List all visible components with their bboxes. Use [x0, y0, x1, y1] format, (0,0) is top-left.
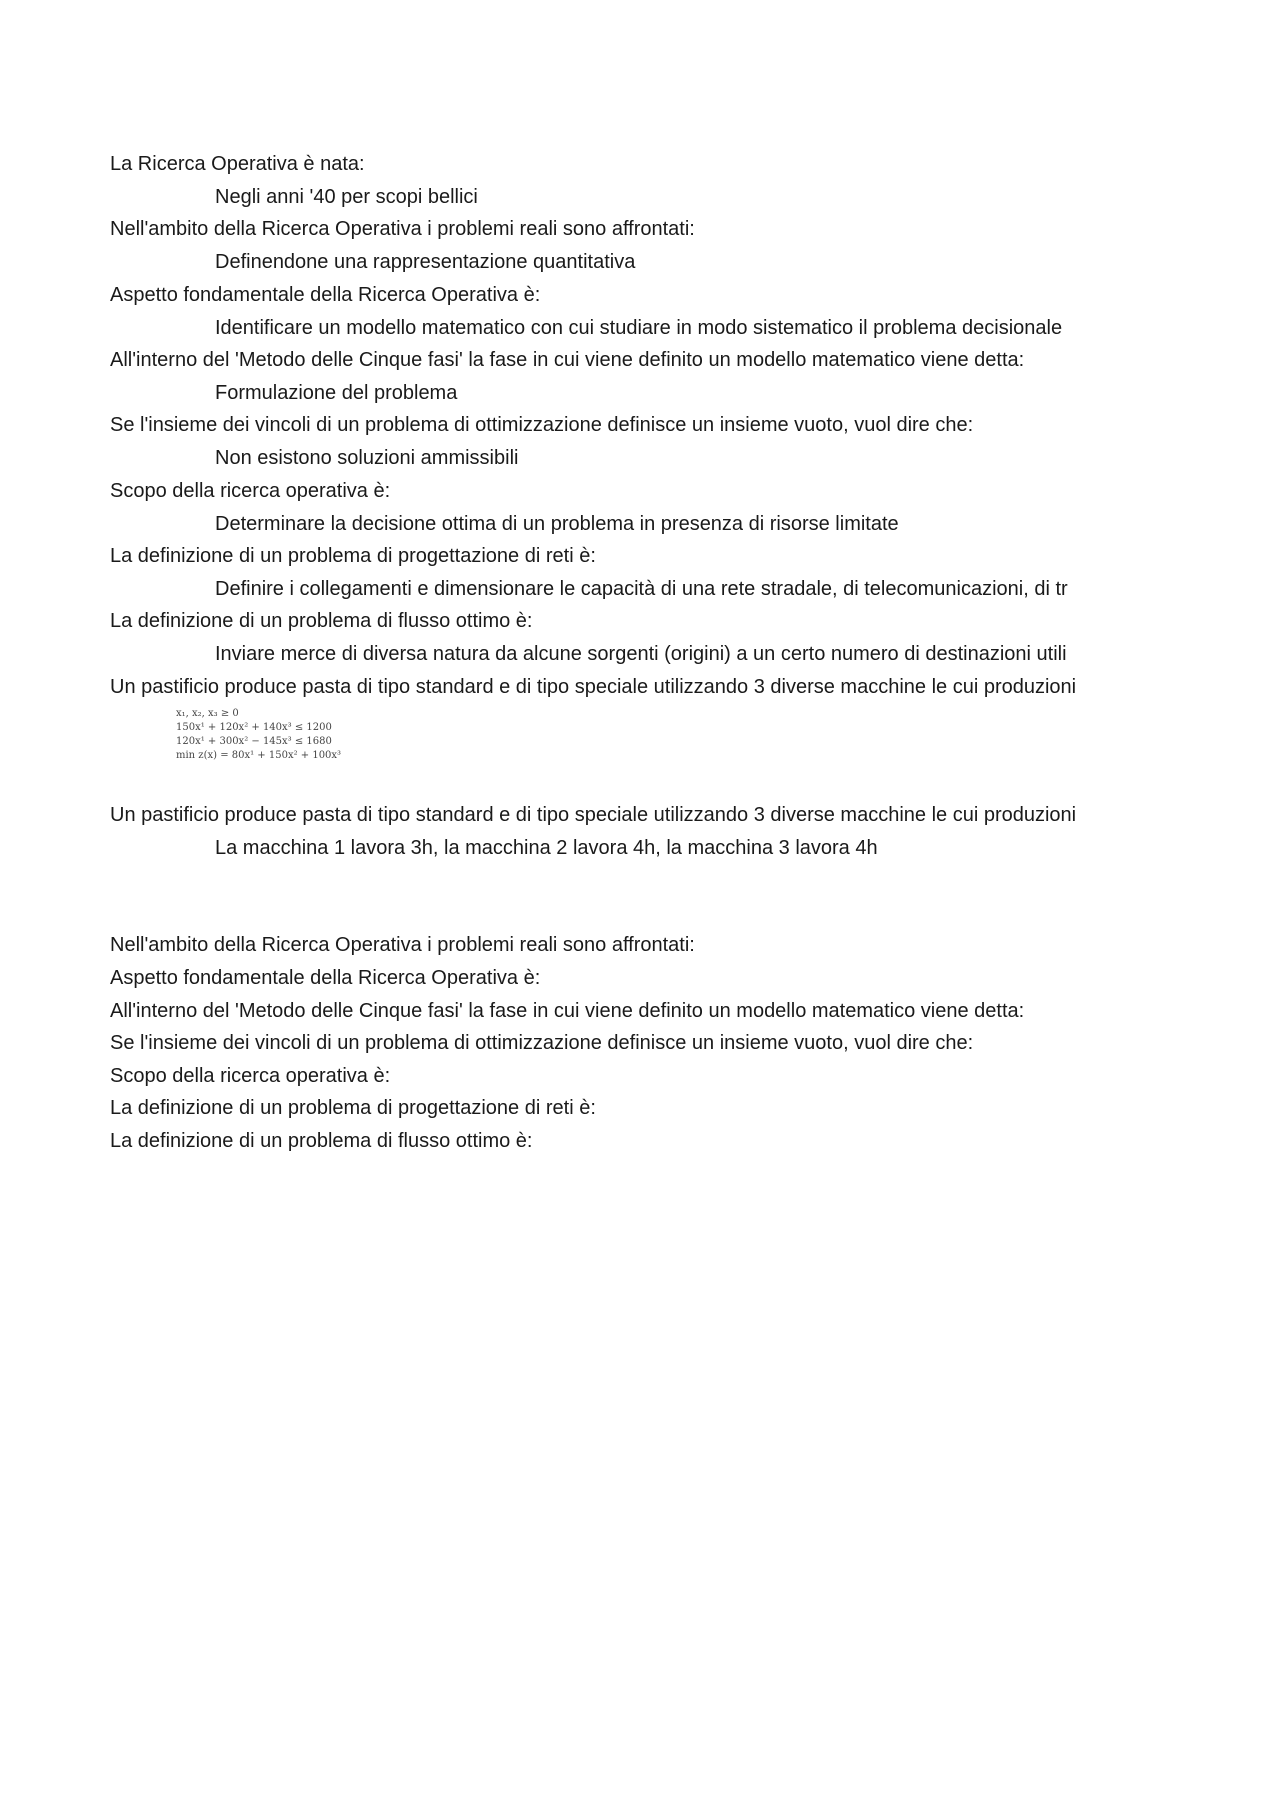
question-1: La Ricerca Operativa è nata: [110, 153, 365, 175]
repeated-question-5: Scopo della ricerca operativa è: [110, 1065, 391, 1087]
formula-line-3: 120x¹ + 300x² − 145x³ ≤ 1680 [176, 736, 332, 747]
pasta-question-2: Un pastificio produce pasta di tipo standard e di tipo speciale utilizzando 3 diverse macchine le cui produzioni [110, 804, 1077, 826]
answer-4: Formulazione del problema [215, 382, 458, 404]
question-6: Scopo della ricerca operativa è: [110, 480, 391, 502]
question-2: Nell'ambito della Ricerca Operativa i problemi reali sono affrontati: [110, 218, 695, 240]
question-8: La definizione di un problema di flusso ottimo è: [110, 610, 533, 632]
repeated-question-6: La definizione di un problema di progettazione di reti è: [110, 1097, 596, 1119]
answer-8: Inviare merce di diversa natura da alcune sorgenti (origini) a un certo numero di destinazioni utili [215, 643, 1067, 665]
pasta-question-1: Un pastificio produce pasta di tipo standard e di tipo speciale utilizzando 3 diverse macchine le cui produzioni [110, 676, 1077, 698]
question-7: La definizione di un problema di progettazione di reti è: [110, 545, 596, 567]
repeated-question-4: Se l'insieme dei vincoli di un problema di ottimizzazione definisce un insieme vuoto, vuol dire che: [110, 1032, 974, 1054]
formula-line-1: x₁, x₂, x₃ ≥ 0 [176, 708, 239, 719]
formula-line-4: min z(x) = 80x¹ + 150x² + 100x³ [176, 750, 342, 761]
formula-line-2: 150x¹ + 120x² + 140x³ ≤ 1200 [176, 722, 332, 733]
repeated-question-2: Aspetto fondamentale della Ricerca Operativa è: [110, 967, 541, 989]
repeated-question-3: All'interno del 'Metodo delle Cinque fasi' la fase in cui viene definito un modello matematico viene detta: [110, 1000, 1025, 1022]
answer-5: Non esistono soluzioni ammissibili [215, 447, 519, 469]
question-3: Aspetto fondamentale della Ricerca Operativa è: [110, 284, 541, 306]
formula-image [176, 707, 356, 779]
answer-7: Definire i collegamenti e dimensionare le capacità di una rete stradale, di telecomunicazioni, di tr [215, 578, 1068, 600]
question-5: Se l'insieme dei vincoli di un problema di ottimizzazione definisce un insieme vuoto, vuol dire che: [110, 414, 974, 436]
answer-6: Determinare la decisione ottima di un problema in presenza di risorse limitate [215, 513, 899, 535]
repeated-question-7: La definizione di un problema di flusso ottimo è: [110, 1130, 533, 1152]
pasta-answer-2: La macchina 1 lavora 3h, la macchina 2 lavora 4h, la macchina 3 lavora 4h [215, 837, 878, 859]
repeated-question-1: Nell'ambito della Ricerca Operativa i problemi reali sono affrontati: [110, 934, 695, 956]
question-4: All'interno del 'Metodo delle Cinque fasi' la fase in cui viene definito un modello matematico viene detta: [110, 349, 1025, 371]
answer-1: Negli anni '40 per scopi bellici [215, 186, 478, 208]
answer-3: Identificare un modello matematico con cui studiare in modo sistematico il problema decisionale [215, 317, 1063, 339]
answer-2: Definendone una rappresentazione quantitativa [215, 251, 636, 273]
